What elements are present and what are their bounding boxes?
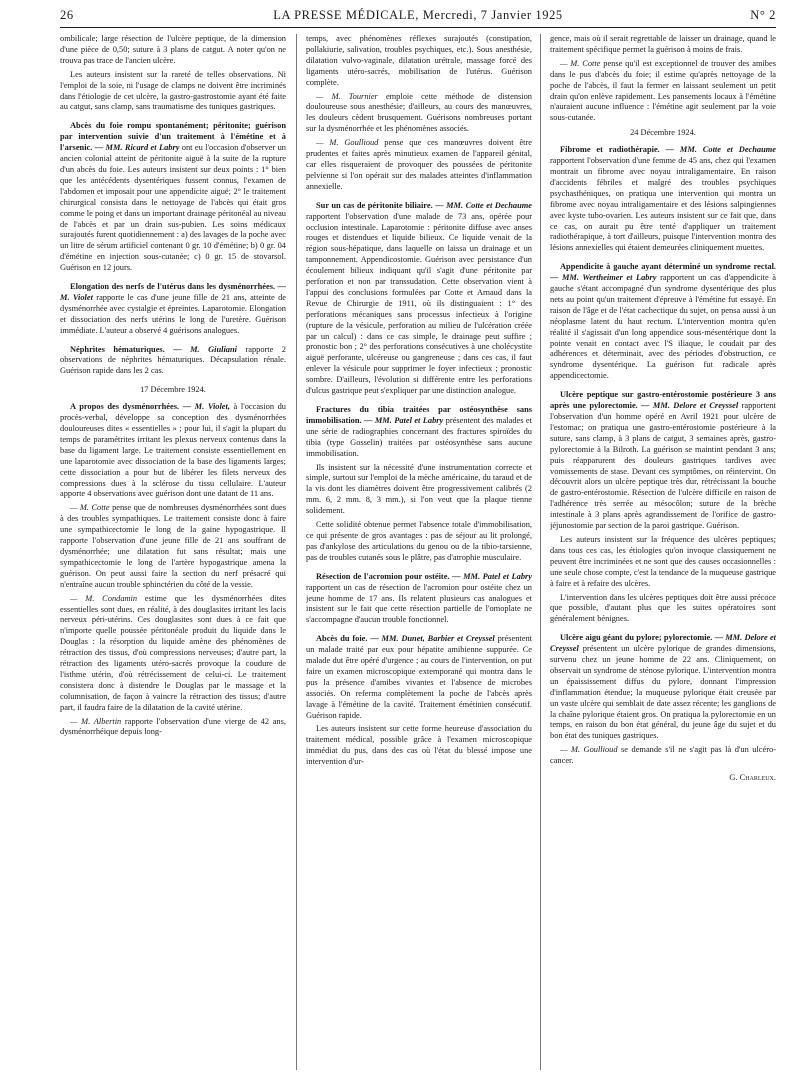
article-title: Appendicite à gauche ayant déterminé un syndrome rectal.	[560, 262, 776, 272]
header-rule	[60, 27, 776, 28]
article-authors: — MM. Ricard et Labry	[94, 143, 180, 153]
article	[60, 345, 286, 378]
paragraph: Cette solidité obtenue permet l'absence totale d'immobilisation, ce qui présente de gros avantages : pas de séjour au lit prolongé, pas d'ankylose des articulations du genou ou de la tibio-tarsienne, pas de troubles cutanés sous le plâtre, pas d'atrophie musculaire.	[306, 520, 532, 562]
article-title: Ulcère aigu géant du pylore; pylorectomie.	[560, 633, 713, 643]
article-title: Abcès du foie.	[316, 634, 368, 644]
paragraph: Ils insistent sur la nécessité d'une instrumentation correcte et simple, surtout sur l'emploi de la mèche américaine, du taraud et de la vis dont les diamètres doivent être progressivement calibrés (2 mm. 6, 2 mm. 8, 3 mm.), si l'on veut que la plaque tienne solidement.	[306, 462, 532, 516]
discussion	[306, 92, 532, 136]
article-body: présentent un malade traité par eux pour hépatite amibienne suppurée. Ce malade dut être opéré d'urgence ; au cours de l'intervention, on put faire un examen microscopique extemporané qui montra dans le pus la présence d'amibes vivantes et l'absence de microbes associés. On referma complètement la poche de l'abcès après lavage à l'émétine de la cavité. Traitement émétinien consécutif. Guérison rapide.	[306, 634, 532, 720]
article-body: rapportent un cas d'appendicite à gauche s'étant accompagné d'un syndrome dysentérique des plus nets au point qu'un traitement d'épreuve à l'émétine fut essayé. En raison de l'âge et de l'état cachectique du sujet, on pensa aussi à un néoplasme latent du haut rectum. L'intervention montra qu'en réalité il s'agissait d'un long appendice sous-mésentérique dont la pointe venait en contact avec l'S iliaque, le coudait par des adhérences et déterminait, avec des périodes d'obstruction, ce syndrome dysentérique. La guérison fut radicale après appendicectomie.	[550, 273, 776, 381]
article	[60, 282, 286, 337]
discussant: — M. Goullioud	[316, 138, 379, 148]
article-authors: — MM. Patel et Labry	[452, 571, 532, 581]
session-date: 24 Décembre 1924.	[630, 128, 696, 138]
paragraph: L'intervention dans les ulcères peptiques doit être aussi précoce que possible, d'autant plus que les suites opératoires sont généralement bénignes.	[550, 592, 776, 624]
discussant: — M. Cotte	[560, 58, 601, 68]
article-authors: — MM. Cotte et Dechaume	[435, 200, 532, 210]
column-3	[550, 34, 776, 1074]
column-divider	[296, 34, 297, 1070]
issue-number: N° 2	[750, 8, 776, 22]
paragraph: Les auteurs insistent sur la rareté de telles observations. Ni l'emploi de la soie, ni l'usage de clamps ne doivent être incriminés dans l'étiologie de cet ulcère, la gastro-gastrostomie ayant été faite au catgut, sans clamp, sans traumatisme des tuniques gastriques.	[60, 69, 286, 112]
discussion	[550, 59, 776, 124]
article-body: rapporte le cas d'une jeune fille de 21 ans, atteinte de dysménorrhée avec cystalgie et épreintes. Laparotomie. Elongation et dissociation des nerfs utérins le long de l'uretère. Guérison immédiate. L'auteur a observé 4 guérisons analogues.	[60, 292, 286, 335]
paragraph: gence, mais où il serait regrettable de laisser un drainage, quand le traitement spécifique permet la guérison à moins de frais.	[550, 34, 776, 54]
discussant: — M. Goullioud	[560, 745, 618, 755]
article-title: Elongation des nerfs de l'utérus dans les dysménorrhées.	[70, 282, 276, 292]
discussion-body: estime que les dysménorrhées dites essentielles sont dues, en réalité, à des douglasites irritant les lacis nerveux péri-utérins. Ces douglasites sont dues à ce fait que n'importe quelle poussée péritonéale produit du liquide dans le Douglas : la résorption du liquide amène des phénomènes de rétraction des tissus, d'où compressions nerveuses; d'autre part, la rétraction des ligaments utéro-sacrés provoque la coudure de l'isthme utérin, d'où rétrécissement de celui-ci. Le traitement consistera donc à distendre le Douglas par le massage et la columnisation, de façon à vaincre la rétraction des tissus; d'autre part, il faudra faire de la dilatation de la cavité utérine.	[60, 593, 286, 712]
article-authors: — M. Violet,	[182, 402, 230, 412]
article-authors: — MM. Cotte et Dechaume	[665, 145, 776, 155]
article-authors: — M. Giuliani	[173, 344, 237, 354]
paragraph: ombilicale; large résection de l'ulcère peptique, de la dimension d'une pièce de 0,50; suture à 3 plans de catgut. A noter qu'on ne trouva pas trace de l'ancien ulcère.	[60, 34, 286, 65]
column-2	[306, 34, 532, 1074]
discussant: — M. Tournier	[316, 91, 378, 101]
article-body: à l'occasion du procès-verbal, développe sa conception des dysménorrhées douloureuses dites « essentielles » ; pour lui, il s'agit la plupart du temps de paramétrites irritant les plexus nerveux contenus dans la base du ligament large. Le traitement consiste essentiellement en une laparotomie avec dissociation de la base des ligaments larges; cette dissociation a pour but de libérer les filets nerveux des compressions dues à la sclérose du tissu cellulaire. L'auteur apporte 4 observations avec guérison dont une datant de 11 ans.	[60, 402, 286, 499]
article	[550, 633, 776, 742]
article-body: ont eu l'occasion d'observer un ancien colonial atteint de péritonite aiguë à la suite de la rupture d'un abcès du foie. Les auteurs insistent sur deux points : 1° bien que les antécédents dysentériques fussent connus, l'examen de l'abdomen et imposait pour une appendicite aiguë; 2° le traitement chirurgical consista dans le nettoyage de l'abcès qui était gros comme le poing et dans un important drainage péritonéal au niveau de l'abcès et par un drain sus-pubien. Les soins médicaux surajoutés furent quotidiennement : a) des lavages de la poche avec un litre de sérum artificiel contenant 0 gr. 10 d'émétine; b) 0 gr. 04 d'émétine en injection sous-cutanée; c) 0 gr. 15 de stovarsol. Guérison en 12 jours.	[60, 143, 286, 273]
article-title: A propos des dysménorrhées.	[70, 402, 180, 412]
article	[306, 572, 532, 627]
discussion	[550, 745, 776, 767]
discussion	[60, 594, 286, 714]
article	[550, 390, 776, 532]
article-body: rapporte 2 observations de néphrites hématuriques. Décapsulation rénale. Guérison rapide dans les 2 cas.	[60, 344, 286, 376]
paragraph: Les auteurs insistent sur la fréquence des ulcères peptiques; dans tous ces cas, les étiologies qu'on invoque classiquement ne peuvent être incriminées et ne sont que des causes occasionnelles : une seule chose compte, c'est la tendance de la muqueuse gastrique à faire et à refaire des ulcères.	[550, 534, 776, 588]
discussion-body: pense que ces manœuvres doivent être prudentes et faites après minutieux examen de l'appareil génital, car elles risqueraient de provoquer des poussées de péritonite pelvienne si l'on opérait sur des malades atteintes d'inflammation annexielle.	[306, 138, 532, 191]
discussion-body: pense qu'il est exceptionnel de trouver des amibes dans le pus d'abcès du foie; il estime qu'après nettoyage de la poche de l'abcès, il faut la fermer en laissant seulement un petit drain qu'on enlève rapidement. Les pansements locaux à l'émétine n'auraient aucune influence : l'émétine agit seulement par la voie sous-cutanée.	[550, 58, 776, 123]
author-signature: G. Charleux.	[729, 773, 776, 783]
column-1	[60, 34, 286, 1074]
discussion-body: pense que de nombreuses dysménorrhées sont dues à des troubles sympathiques. Le traitement consiste donc à faire une sympathicectomie le long de la gaine hypogastrique. Il rapporte l'observation d'une jeune fille de 21 ans souffrant de dysménorrhée; une dilatation fut sans résultat; mais une sympathicectomie le long de l'artère hypogastrique amena la guérison. On peut aussi faire la section du nerf présacré qui n'entraîne aucun trouble sphinctérien du côté de la vessie.	[60, 503, 286, 589]
journal-title: LA PRESSE MÉDICALE, Mercredi, 7 Janvier 1925	[273, 8, 563, 22]
article-title: Fibrome et radiothérapie.	[560, 145, 660, 155]
discussion-body: se demande s'il ne s'agit pas là d'un ulcéro-cancer.	[550, 745, 776, 766]
article-body: rapportent l'observation d'un homme opéré en Avril 1921 pour ulcère de l'estomac; on pratiqua une gastro-entérostomie postérieure à la suture, sans clamp, à 3 plans de catgut, 3 semaines après, gastro-pylorectomie à la Bilroth. La guérison se maintint pendant 3 ans; puis réapparurent des douleurs gastriques tardives avec vomissements de stase. Devant ces symptômes, on réintervint. On découvrit alors un ulcère peptique très dur, rétrécissant la bouche de gastro-entérostomie. Résection de l'ulcère difficile en raison de l'adhérence très serrée au mésocôlon; suture de la brèche intestinale à 3 plans après agrandissement de l'orifice de gastro-jéjunostomie par section de la paroi gastrique. Guérison.	[550, 401, 776, 531]
article	[306, 634, 532, 721]
article-title: Sur un cas de péritonite biliaire.	[316, 200, 433, 210]
paragraph: temps, avec phénomènes réflexes surajoutés (constipation, pollakiurie, salivation, troubles psychiques, etc.). Sous anesthésie, dilatation vulvo-vaginale, dilatation urétrale, massage forcé des ligaments utéro-sacrés, mobilisation de l'utérus. Guérison complète.	[306, 34, 532, 87]
discussion	[306, 138, 532, 193]
discussion-body: rapporte l'observation d'une vierge de 42 ans, dysménorrhéique depuis long-	[60, 716, 286, 737]
discussion	[60, 717, 286, 739]
article-body: présentent des malades et une série de radiographies concernant des fractures spiroïdes du tibia (type Gosselin) traitées par ostéosynthèse sans aucune immobilisation.	[306, 415, 532, 458]
discussion	[60, 503, 286, 590]
article-authors: — MM. Patel et Labry	[364, 415, 444, 425]
article-body: rapportent l'observation d'une femme de 45 ans, chez qui l'examen montrait un fibrome avec noyau intraligamentaire. En raison d'accidents fébriles et malgré des troubles psychiques psychasthéniques, on pratiqua une intervention qui montra un fibrome avec noyau intraligamentaire et des lésions salpingiennes avec kyste tubo-ovarien. Les auteurs insistent sur ce fait que, dans ce cas, on aurait pu être tenté d'appliquer un traitement radiothérapique, à tort d'ailleurs, puisque l'intervention montra des lésions annexielles qui étaient demeurées cliniquement muettes.	[550, 156, 776, 253]
article-authors: — M. Violet	[60, 282, 286, 302]
article	[60, 121, 286, 274]
article	[60, 402, 286, 500]
paragraph: Les auteurs insistent sur cette forme heureuse d'association du traitement médical, possible grâce à l'examen microscopique immédiat du pus, dans des cas où l'état du blessé impose une intervention d'ur-	[306, 724, 532, 767]
article	[306, 405, 532, 460]
article-title: Fractures du tibia traitées par ostéosynthèse sans immobilisation.	[306, 405, 532, 425]
article-body: présentent un ulcère pylorique de grandes dimensions, survenu chez un jeune homme de 22 ans. Cliniquement, on observait un syndrome de sténose pylorique. L'intervention montra un épaississement diffus du pylore, donnant l'impression d'inflammation étendue; la muqueuse pylorique était creusée par un vaste ulcère qui semblait de date assez récente; les ganglions de la chaîne pylorique étaient gros. On pratiqua la pylorectomie en un temps, en raison du bon état général, du jeune âge du sujet et du bon état des tuniques gastriques.	[550, 644, 776, 741]
column-divider	[540, 34, 541, 1070]
article	[306, 201, 532, 397]
article-authors: — MM. Delore et Creyssel	[641, 401, 739, 411]
article	[550, 145, 776, 254]
article-title: Résection de l'acromion pour ostéite.	[316, 571, 450, 581]
page-number: 26	[60, 8, 74, 22]
article-authors: — MM. Wertheimer et Labry	[550, 273, 657, 283]
discussion-body: emploie cette méthode de distension douloureuse sous anesthésie; d'ailleurs, au cours des manœuvres, les douleurs cèdent brusquement. Guérisons nombreuses portant sur la dysménorrhée et les phénomènes associés.	[306, 91, 532, 134]
article-body: rapportent l'observation d'une malade de 73 ans, opérée pour occlusion intestinale. Laparotomie : péritonite diffuse avec anses rouges et distendues et liquide bilieux. Ce liquide venait de la région sous-hépatique, dans laquelle on laissa un drainage et un tamponnement. Appendicostomie. Guérison avec persistance d'un écoulement bilieux indiquant qu'il s'agit d'une péritonite par perforation et non par transsudation. Cette observation vient à l'appui des conclusions formulées par Cotte et Arnaud dans la Revue de Chirurgie de 1911, où ils distinguaient : 1° des perforations mécaniques sans processus infectieux à l'origine (rupture de la vésicule, perforation au milieu de l'ulcération créée par un calcul) : dans ce cas simple, le drainage peut suffire ; pronostic bon ; 2° des perforations consécutives à une cholécystite aiguë perforante, ulcéreuse ou gangreneuse ; dans ces cas, il faut enlever la vésicule pour supprimer le foyer infectieux ; pronostic sombre. D'ailleurs, l'évolution si différente entre les perforations d'ulcus gastrique peut s'expliquer par une distinction analogue.	[306, 211, 532, 396]
article-title: Ulcère peptique sur gastro-entérostomie postérieure 3 ans après une pylorectomie.	[550, 390, 776, 411]
article-title: Abcès du foie rompu spontanément; péritonite; guérison par intervention suivie d'un traitement à l'émétine et à l'arsenic.	[60, 121, 286, 153]
article-authors: — MM. Delore et Creyssel	[550, 633, 776, 654]
article-title: Néphrites hématuriques.	[70, 344, 165, 354]
session-date: 17 Décembre 1924.	[140, 385, 206, 395]
article-authors: — MM. Dunet, Barbier et Creyssel	[370, 634, 495, 644]
discussant: — M. Albertin	[70, 716, 122, 726]
article	[550, 262, 776, 382]
article-body: rapportent un cas de résection de l'acromion pour ostéite chez un jeune homme de 17 ans. Ils relatent plusieurs cas analogues et insistent sur le fait que cette résection partielle de l'omoplate ne s'accompagne d'aucun trouble fonctionnel.	[306, 582, 532, 625]
discussant: — M. Condamin	[70, 593, 138, 603]
discussant: — M. Cotte	[70, 503, 110, 513]
